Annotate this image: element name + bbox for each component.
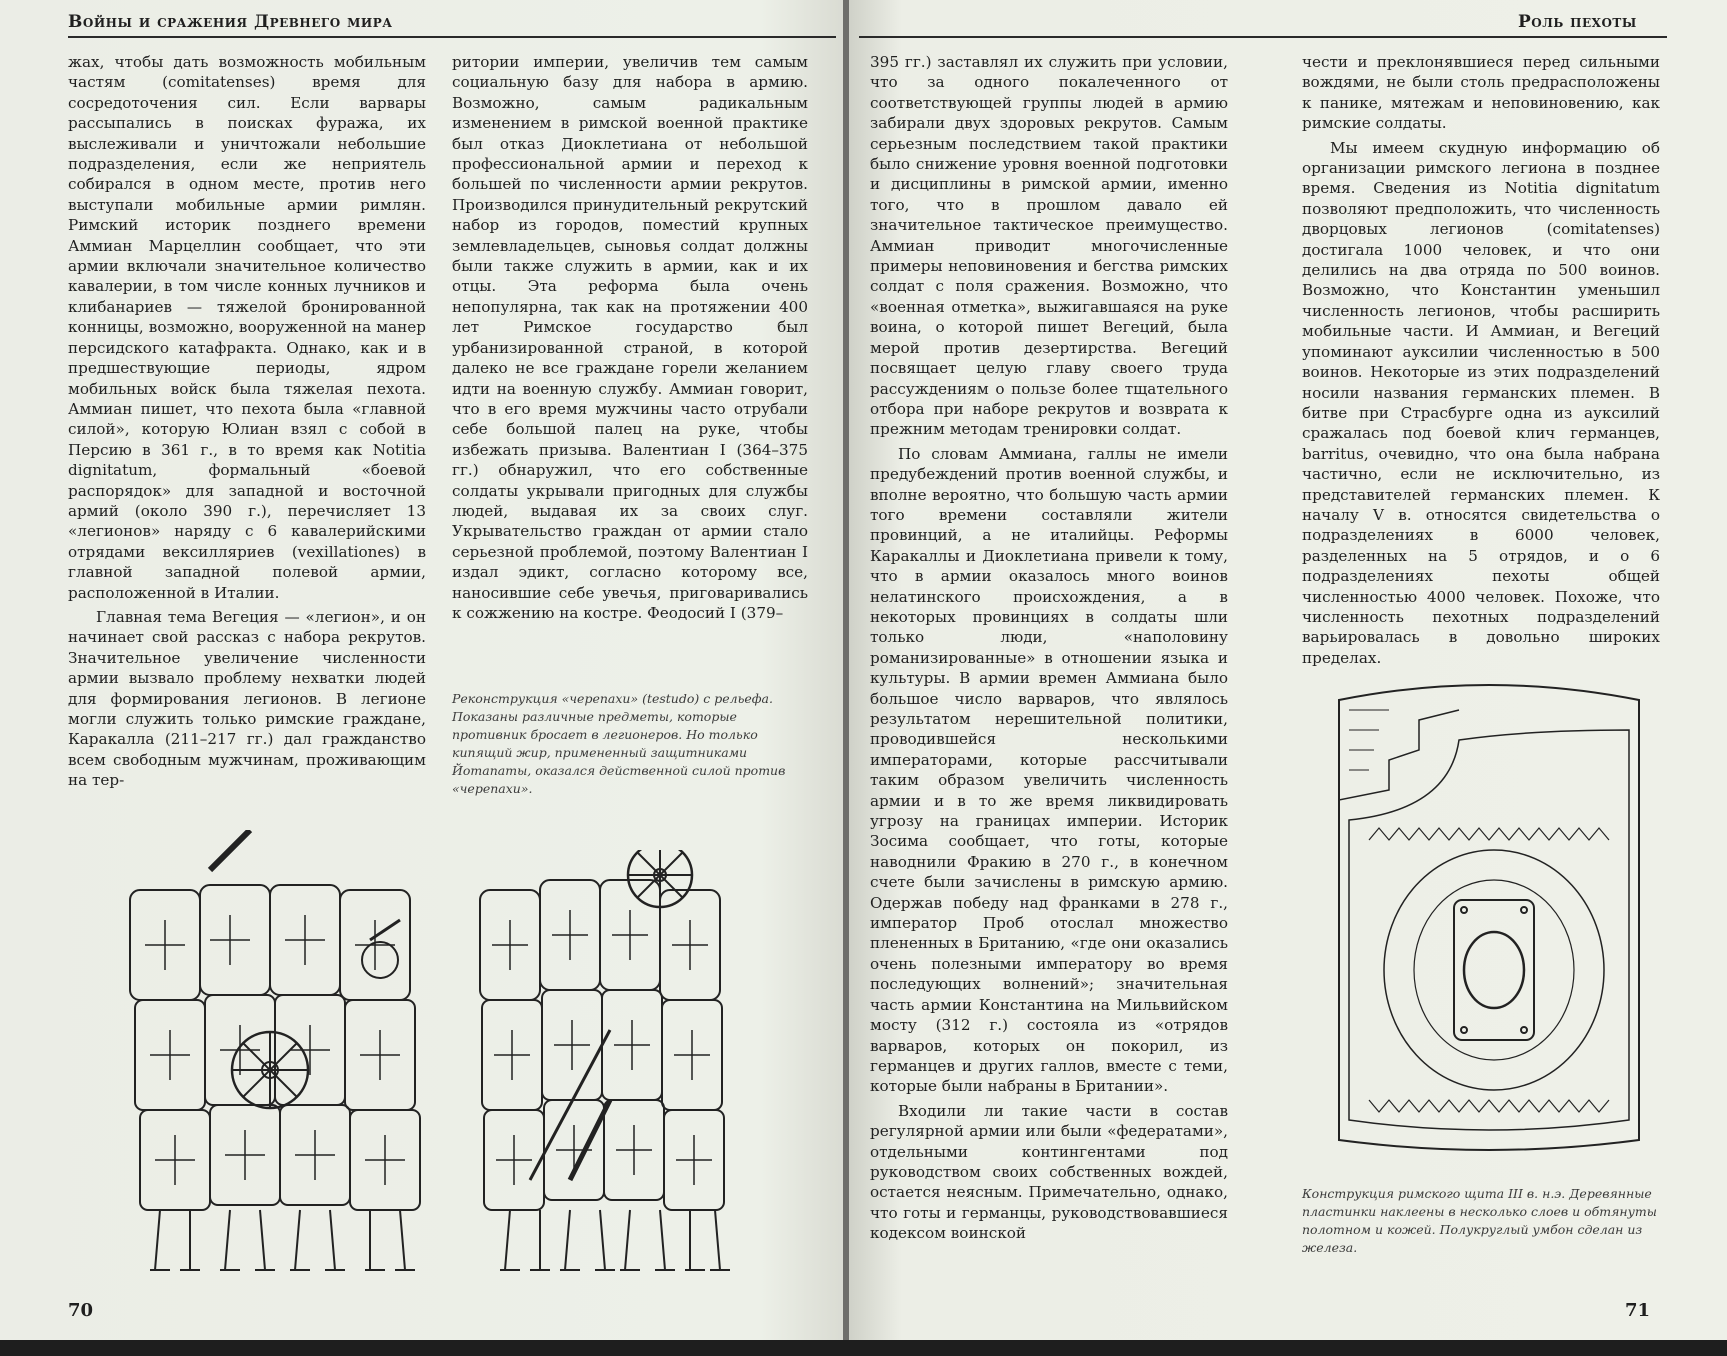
text-column-2 — [452, 52, 808, 623]
caption-shield: Конструкция римского щита III в. н.э. Деревянные пластинки наклеены в несколько слоев и обтянуты полотном и кожей. Полукруглый умбон сделан из железа. — [1302, 1186, 1657, 1255]
text-column-3 — [870, 52, 1228, 1244]
paragraph: Входили ли такие части в состав регулярной армии или были «федератами», отдельными контингентами под руководством своих собственных вождей, остается неясным. Примечательно, однако, что готы и германцы, руководствовавшиеся кодексом воинской — [870, 1101, 1228, 1243]
header-rule-left — [68, 36, 836, 38]
running-head-left: Войны и сражения Древнего мира — [68, 12, 393, 32]
testudo-illustration-right — [470, 850, 790, 1290]
testudo-illustration-left — [120, 830, 450, 1290]
caption-testudo: Реконструкция «черепахи» (testudo) с рельефа. Показаны различные предметы, которые противник бросает в легионеров. Но только кипящий жир, примененный защитниками Йотапаты, оказался действенной силой против «черепахи». — [452, 691, 786, 796]
paragraph: По словам Аммиана, галлы не имели предубеждений против военной службы, и вполне вероятно, что большую часть армии того времени составляли жители провинций, а не италийцы. Реформы Каракаллы и Диоклетиана привели к тому, что в армии оказалось много воинов нелатинского происхождения, а в некоторых провинциях в солдаты шли только люди, «наполовину романизированные» в отношении языка и культуры. В армии времен Аммиана было большое число варваров, что являлось результатом нерешительной политики, проводившейся несколькими императорами, которые рассчитывали таким образом увеличить численность армии и в то же время ликвидировать угрозу на границах империи. Историк Зосима сообщает, что готы, которые наводнили Фракию в 270 г., в конечном счете были зачислены в римскую армию. Одержав победу над франками в 278 г., император Проб отослал множество плененных в Британию, «где они оказались очень полезными императору во время последующих волнений»; значительная часть армии Константина на Мильвийском мосту (312 г.) состояла из «отрядов варваров, которых он покорил, из германцев и других галлов, вместе с теми, которые были набраны в Британии». — [870, 444, 1228, 1096]
paragraph: Главная тема Вегеция — «легион», и он начинает свой рассказ с набора рекрутов. Значительное увеличение численности армии вызвало проблему нехватки людей для формирования легионов. В легионе могли служить только римские граждане, Каракалла (211–217 гг.) дал гражданство всем свободным мужчинам, проживающим на тер- — [68, 607, 426, 790]
paragraph: ритории империи, увеличив тем самым социальную базу для набора в армию. Возможно, самым радикальным изменением в римской военной практике был отказ Диоклетиана от небольшой профессиональной армии и переход к большей по численности армии рекрутов. Производился принудительный рекрутский набор из городов, поместий крупных землевладельцев, сыновья солдат должны были также служить в армии, как и их отцы. Эта реформа была очень непопулярна, так как на протяжении 400 лет Римское государство был урбанизированной страной, в которой далеко не все граждане горели желанием идти на военную службу. Аммиан говорит, что в его время мужчины часто отрубали себе большой палец на руке, чтобы избежать призыва. Валентиан I (364–375 гг.) обнаружил, что его собственные солдаты укрывали пригодных для службы людей, выдавая их за своих слуг. Укрывательство граждан от армии стало серьезной проблемой, поэтому Валентиан I издал эдикт, согласно которому все, наносившие себе увечья, приговаривались к сожжению на костре. Феодосий I (379– — [452, 53, 808, 622]
header-rule-right — [859, 36, 1667, 38]
shield-row — [130, 885, 420, 1210]
running-head-right: Роль пехоты — [1518, 12, 1637, 32]
paragraph: Мы имеем скудную информацию об организации римского легиона в позднее время. Сведения из Notitia dignitatum позволяют предположить, что численность дворцовых легионов (comitatenses) достигала 1000 человек, и что они делились на два отряда по 500 воинов. Возможно, что Константин уменьшил численность легионов, чтобы расширить мобильные части. И Аммиан, и Вегеций упоминают ауксилии численностью в 500 воинов. Некоторые из этих подразделений носили названия германских племен. В битве при Страсбурге одна из ауксилий сражалась под боевой клич германцев, barritus, очевидно, что она была набрана частично, если не исключительно, из представителей германских племен. К началу V в. относятся свидетельства о подразделениях в 6000 человек, разделенных на 5 отрядов, и о 6 подразделениях пехоты общей численностью 4000 человек. Похоже, что численность пехотных подразделений варьировалась в довольно широких пределах. — [1302, 138, 1660, 667]
page-number-right: 71 — [1625, 1300, 1651, 1321]
text-column-1 — [68, 52, 426, 791]
scan-edge — [0, 1340, 1727, 1356]
paragraph: 395 гг.) заставлял их служить при условии, что за одного покалеченного от соответствующей группы людей в армию забирали двух здоровых рекрутов. Самым серьезным последствием такой практики было снижение уровня военной подготовки и дисциплины в римской армии, именно того, что в прошлом давало ей значительное тактическое преимущество. Аммиан приводит многочисленные примеры неповиновения и бегства римских солдат с поля сражения. Возможно, что «военная отметка», выжигавшаяся на руке воина, о которой пишет Вегеций, была мерой против дезертирства. Вегеций посвящает целую главу своего труда рассуждениям о пользе более тщательного отбора при наборе рекрутов и возврата к прежним методам тренировки солдат. — [870, 53, 1228, 439]
text-column-4 — [1302, 52, 1660, 668]
paragraph: жах, чтобы дать возможность мобильным частям (comitatenses) время для сосредоточения сил. Если варвары рассыпались в поисках фуража, их выслеживали и уничтожали небольшие подразделения, если же неприятель собирался в одном месте, против него выступали мобильные армии римлян. Римский историк позднего времени Аммиан Марцеллин сообщает, что эти армии включали значительное количество кавалерии, в том числе конных лучников и клибанариев — тяжелой бронированной конницы, возможно, вооруженной на манер персидского катафракта. Однако, как и в предшествующие периоды, ядром мобильных войск была тяжелая пехота. Аммиан пишет, что пехота была «главной силой», которую Юлиан взял с собой в Персию в 361 г., в то время как Notitia dignitatum, формальный «боевой распорядок» для западной и восточной армий (около 390 г.), перечисляет 13 «легионов» наряду с 6 кавалерийскими отрядами вексилляриев (vexillationes) в главной западной полевой армии, расположенной в Италии. — [68, 53, 426, 602]
paragraph: чести и преклонявшиеся перед сильными вождями, не были столь предрасположены к панике, мятежам и неповиновению, как римские солдаты. — [1302, 53, 1660, 133]
roman-shield-illustration — [1329, 680, 1649, 1160]
right-page — [849, 0, 1727, 1340]
page-number-left: 70 — [68, 1300, 94, 1321]
left-page — [0, 0, 845, 1340]
